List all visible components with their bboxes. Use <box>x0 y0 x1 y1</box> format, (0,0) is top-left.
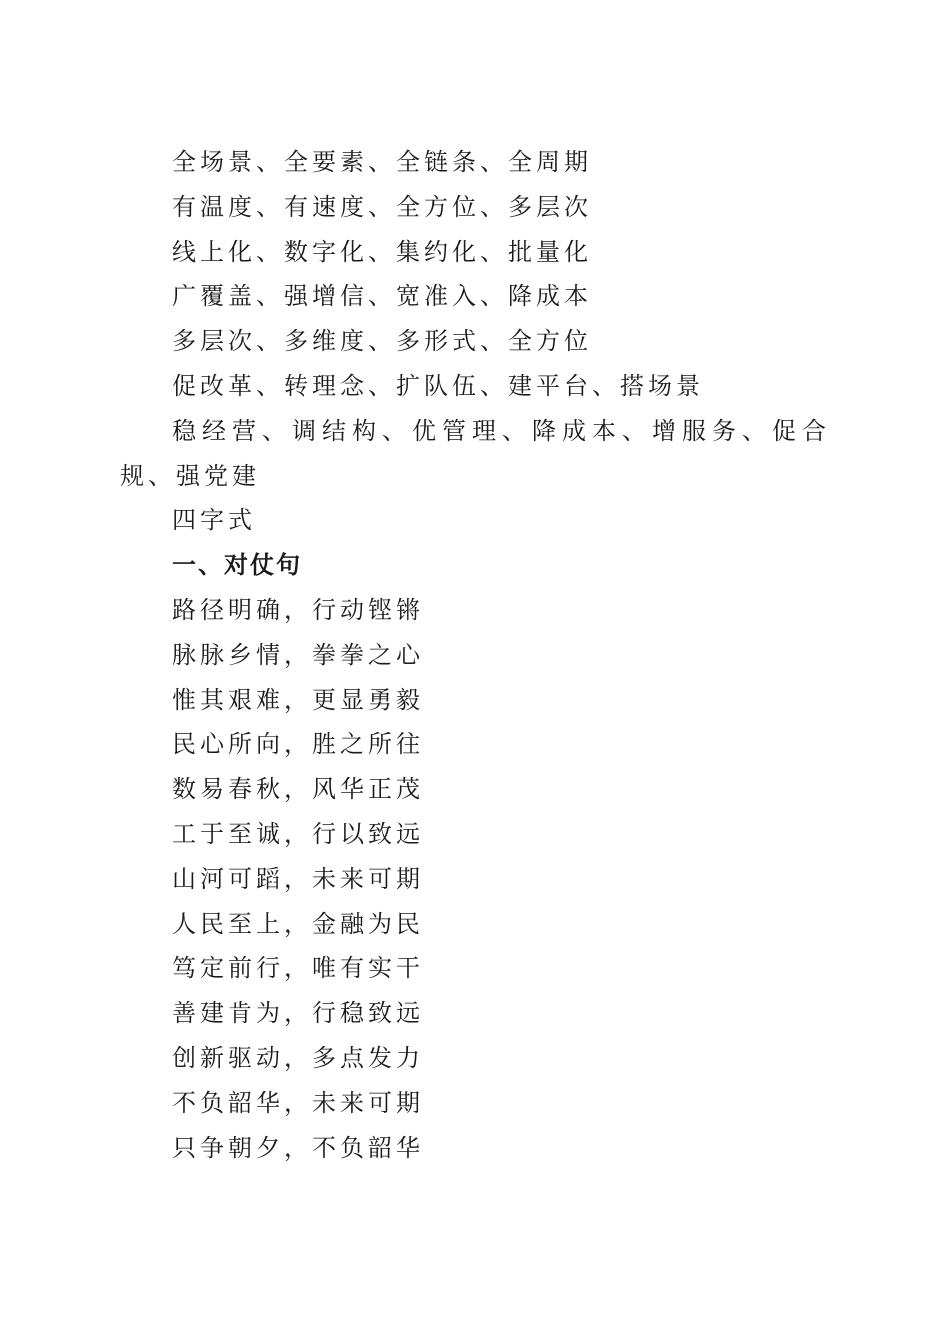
text-line: 线上化、数字化、集约化、批量化 <box>172 237 592 266</box>
text-line: 全场景、全要素、全链条、全周期 <box>172 148 592 176</box>
couplet-line: 工于至诚，行以致远 <box>172 819 424 848</box>
text-line: 广覆盖、强增信、宽准入、降成本 <box>172 282 592 311</box>
couplet-line: 数易春秋，风华正茂 <box>172 775 424 804</box>
couplet-line: 路径明确，行动铿锵 <box>172 595 424 624</box>
couplet-line: 民心所向，胜之所往 <box>172 730 424 759</box>
text-line: 多层次、多维度、多形式、全方位 <box>172 327 592 356</box>
couplet-line: 笃定前行，唯有实干 <box>172 954 424 983</box>
couplet-line: 惟其艰难，更显勇毅 <box>172 685 424 714</box>
text-line-label: 四字式 <box>172 506 256 535</box>
couplet-line: 脉脉乡情，拳拳之心 <box>172 640 424 669</box>
couplet-line: 善建肯为，行稳致远 <box>172 999 424 1028</box>
text-line: 有温度、有速度、全方位、多层次 <box>172 192 592 221</box>
section-heading: 一、对仗句 <box>172 551 302 580</box>
couplet-line: 人民至上，金融为民 <box>172 909 424 938</box>
couplet-line: 只争朝夕，不负韶华 <box>172 1133 424 1162</box>
text-line: 促改革、转理念、扩队伍、建平台、搭场景 <box>172 371 704 400</box>
text-line-wrapped: 稳经营、调结构、优管理、降成本、增服务、促合规、强党建 <box>120 416 830 490</box>
couplet-line: 不负韶华，未来可期 <box>172 1088 424 1117</box>
document-body <box>120 140 830 1170</box>
couplet-line: 创新驱动，多点发力 <box>172 1043 424 1072</box>
couplet-line: 山河可蹈，未来可期 <box>172 864 424 893</box>
